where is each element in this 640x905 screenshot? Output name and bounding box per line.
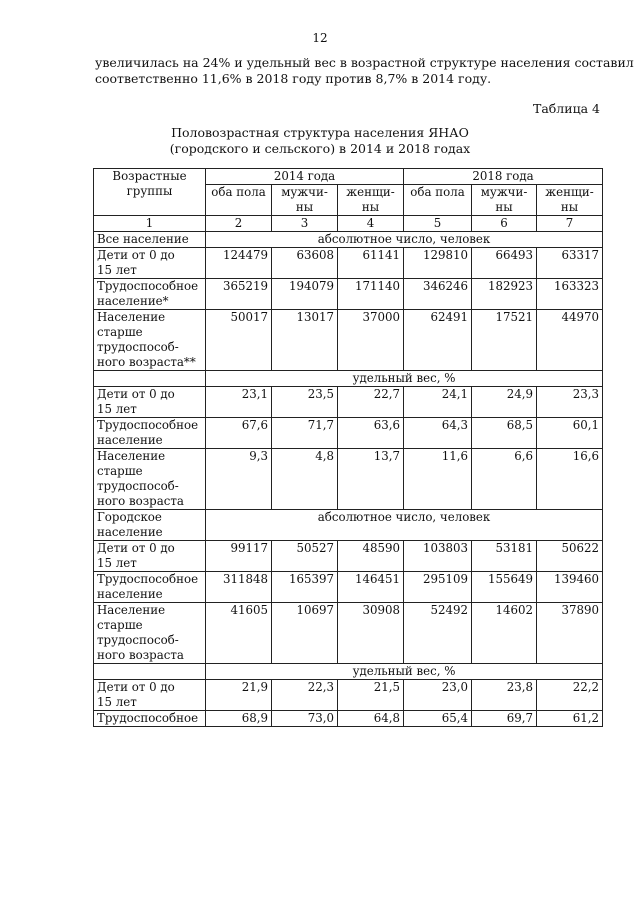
table-cell: 4,8 xyxy=(272,449,338,510)
table-cell: 10697 xyxy=(272,603,338,664)
intro-line: увеличилась на 24% и удельный вес в возрастной структуре населения составил xyxy=(95,55,634,70)
row-label-line: Городское xyxy=(97,510,162,524)
row-label xyxy=(94,711,206,727)
table-row xyxy=(94,572,603,603)
table-title xyxy=(0,125,640,157)
table-cell: 23,5 xyxy=(272,387,338,418)
row-label-line: ного возраста xyxy=(97,494,184,508)
table-cell: 69,7 xyxy=(472,711,537,727)
table-cell: 182923 xyxy=(472,279,537,310)
table-cell: 52492 xyxy=(404,603,472,664)
table-cell: 30908 xyxy=(338,603,404,664)
table-cell: 62491 xyxy=(404,310,472,371)
row-label xyxy=(94,449,206,510)
header-age-groups: Возрастные группы xyxy=(94,169,206,216)
table-cell: 139460 xyxy=(537,572,603,603)
row-label xyxy=(94,603,206,664)
table-cell: 22,2 xyxy=(537,680,603,711)
row-label-line: трудоспособ- xyxy=(97,633,179,647)
col-number: 6 xyxy=(472,216,537,232)
table-row xyxy=(94,711,603,727)
row-label-line: трудоспособ- xyxy=(97,479,179,493)
table-cell: 50017 xyxy=(206,310,272,371)
col-number: 1 xyxy=(94,216,206,232)
row-label xyxy=(94,664,206,680)
row-label xyxy=(94,680,206,711)
row-label xyxy=(94,371,206,387)
row-label-line: Дети от 0 до xyxy=(97,541,175,555)
table-cell: 295109 xyxy=(404,572,472,603)
table-cell: 311848 xyxy=(206,572,272,603)
table-body xyxy=(94,232,603,727)
table-cell: 68,5 xyxy=(472,418,537,449)
table-cell: 50527 xyxy=(272,541,338,572)
table-cell: 50622 xyxy=(537,541,603,572)
table-cell: 24,1 xyxy=(404,387,472,418)
table-cell: 103803 xyxy=(404,541,472,572)
row-label-line: население xyxy=(97,525,163,539)
table-cell: 16,6 xyxy=(537,449,603,510)
table-cell: 146451 xyxy=(338,572,404,603)
row-label xyxy=(94,232,206,248)
header-both-2014: оба пола xyxy=(206,185,272,216)
row-label-line: 15 лет xyxy=(97,402,137,416)
table-cell: 66493 xyxy=(472,248,537,279)
section-row xyxy=(94,371,603,387)
table-cell: 48590 xyxy=(338,541,404,572)
row-label-line: 15 лет xyxy=(97,695,137,709)
table-row xyxy=(94,310,603,371)
table-cell: 23,1 xyxy=(206,387,272,418)
row-label-line: Трудоспособное xyxy=(97,572,199,586)
table-cell: 68,9 xyxy=(206,711,272,727)
table-cell: 71,7 xyxy=(272,418,338,449)
table-cell: 23,8 xyxy=(472,680,537,711)
table-cell: 37890 xyxy=(537,603,603,664)
row-label-line: ного возраста xyxy=(97,648,184,662)
header-row-col-numbers xyxy=(94,216,603,232)
col-number: 3 xyxy=(272,216,338,232)
table-cell: 124479 xyxy=(206,248,272,279)
row-label xyxy=(94,541,206,572)
row-label-line: Трудоспособное xyxy=(97,711,199,725)
table-cell: 63608 xyxy=(272,248,338,279)
title-line: Половозрастная структура населения ЯНАО xyxy=(171,125,469,140)
row-label xyxy=(94,418,206,449)
table-cell: 13,7 xyxy=(338,449,404,510)
section-row xyxy=(94,510,603,541)
table-cell: 44970 xyxy=(537,310,603,371)
col-number: 4 xyxy=(338,216,404,232)
row-label xyxy=(94,279,206,310)
row-label-line: ного возраста** xyxy=(97,355,196,369)
row-label-line: Дети от 0 до xyxy=(97,248,175,262)
table-row xyxy=(94,279,603,310)
section-row xyxy=(94,232,603,248)
section-title: удельный вес, % xyxy=(206,371,603,387)
table-cell: 11,6 xyxy=(404,449,472,510)
structure-table xyxy=(93,168,603,727)
header-male-2018: мужчи- ны xyxy=(472,185,537,216)
row-label-line: 15 лет xyxy=(97,556,137,570)
header-both-2018: оба пола xyxy=(404,185,472,216)
row-label-line: старше xyxy=(97,325,143,339)
table-row xyxy=(94,541,603,572)
table-cell: 21,9 xyxy=(206,680,272,711)
table-cell: 23,0 xyxy=(404,680,472,711)
header-female-2014: женщи- ны xyxy=(338,185,404,216)
table-cell: 22,3 xyxy=(272,680,338,711)
table-cell: 13017 xyxy=(272,310,338,371)
table-cell: 21,5 xyxy=(338,680,404,711)
header-male-2014: мужчи- ны xyxy=(272,185,338,216)
table-cell: 346246 xyxy=(404,279,472,310)
table-cell: 14602 xyxy=(472,603,537,664)
table-cell: 64,8 xyxy=(338,711,404,727)
table-row xyxy=(94,418,603,449)
title-line: (городского и сельского) в 2014 и 2018 годах xyxy=(169,141,471,156)
section-title: абсолютное число, человек xyxy=(206,232,603,248)
intro-paragraph xyxy=(95,55,634,87)
table-cell: 163323 xyxy=(537,279,603,310)
header-female-2018: женщи- ны xyxy=(537,185,603,216)
row-label-line: 15 лет xyxy=(97,263,137,277)
table-cell: 17521 xyxy=(472,310,537,371)
table-cell: 65,4 xyxy=(404,711,472,727)
table-row xyxy=(94,680,603,711)
intro-line: соответственно 11,6% в 2018 году против 8,7% в 2014 году. xyxy=(95,71,492,86)
section-title: абсолютное число, человек xyxy=(206,510,603,541)
table-row xyxy=(94,248,603,279)
table-cell: 99117 xyxy=(206,541,272,572)
row-label-line: старше xyxy=(97,618,143,632)
row-label-line: Население xyxy=(97,603,166,617)
table-cell: 61141 xyxy=(338,248,404,279)
row-label-line: Население xyxy=(97,310,166,324)
row-label-line: Трудоспособное xyxy=(97,418,199,432)
col-number: 7 xyxy=(537,216,603,232)
row-label xyxy=(94,510,206,541)
table-cell: 6,6 xyxy=(472,449,537,510)
table-cell: 63317 xyxy=(537,248,603,279)
row-label-line: Трудоспособное xyxy=(97,279,199,293)
table-cell: 37000 xyxy=(338,310,404,371)
table-cell: 67,6 xyxy=(206,418,272,449)
table-row xyxy=(94,387,603,418)
table-cell: 9,3 xyxy=(206,449,272,510)
row-label xyxy=(94,387,206,418)
row-label-line: старше xyxy=(97,464,143,478)
table-cell: 129810 xyxy=(404,248,472,279)
table-cell: 63,6 xyxy=(338,418,404,449)
row-label-line: население* xyxy=(97,294,169,308)
row-label-line: трудоспособ- xyxy=(97,340,179,354)
table-cell: 73,0 xyxy=(272,711,338,727)
table-cell: 23,3 xyxy=(537,387,603,418)
row-label-line: население xyxy=(97,587,163,601)
row-label-line: Дети от 0 до xyxy=(97,387,175,401)
table-row xyxy=(94,603,603,664)
table-cell: 64,3 xyxy=(404,418,472,449)
table-cell: 365219 xyxy=(206,279,272,310)
section-title: удельный вес, % xyxy=(206,664,603,680)
row-label-line: Население xyxy=(97,449,166,463)
col-number: 2 xyxy=(206,216,272,232)
table-row xyxy=(94,449,603,510)
row-label-line: Все население xyxy=(97,232,189,246)
header-row-years xyxy=(94,169,603,185)
table-cell: 165397 xyxy=(272,572,338,603)
table-cell: 53181 xyxy=(472,541,537,572)
header-year-2018: 2018 года xyxy=(404,169,603,185)
row-label xyxy=(94,572,206,603)
table-cell: 194079 xyxy=(272,279,338,310)
header-year-2014: 2014 года xyxy=(206,169,404,185)
table-caption: Таблица 4 xyxy=(532,101,600,116)
col-number: 5 xyxy=(404,216,472,232)
row-label xyxy=(94,310,206,371)
table-cell: 61,2 xyxy=(537,711,603,727)
row-label-line: население xyxy=(97,433,163,447)
section-row xyxy=(94,664,603,680)
table-cell: 171140 xyxy=(338,279,404,310)
page-number: 12 xyxy=(312,31,328,45)
table-cell: 41605 xyxy=(206,603,272,664)
table-cell: 155649 xyxy=(472,572,537,603)
row-label xyxy=(94,248,206,279)
table-cell: 24,9 xyxy=(472,387,537,418)
row-label-line: Дети от 0 до xyxy=(97,680,175,694)
table-cell: 22,7 xyxy=(338,387,404,418)
table-cell: 60,1 xyxy=(537,418,603,449)
